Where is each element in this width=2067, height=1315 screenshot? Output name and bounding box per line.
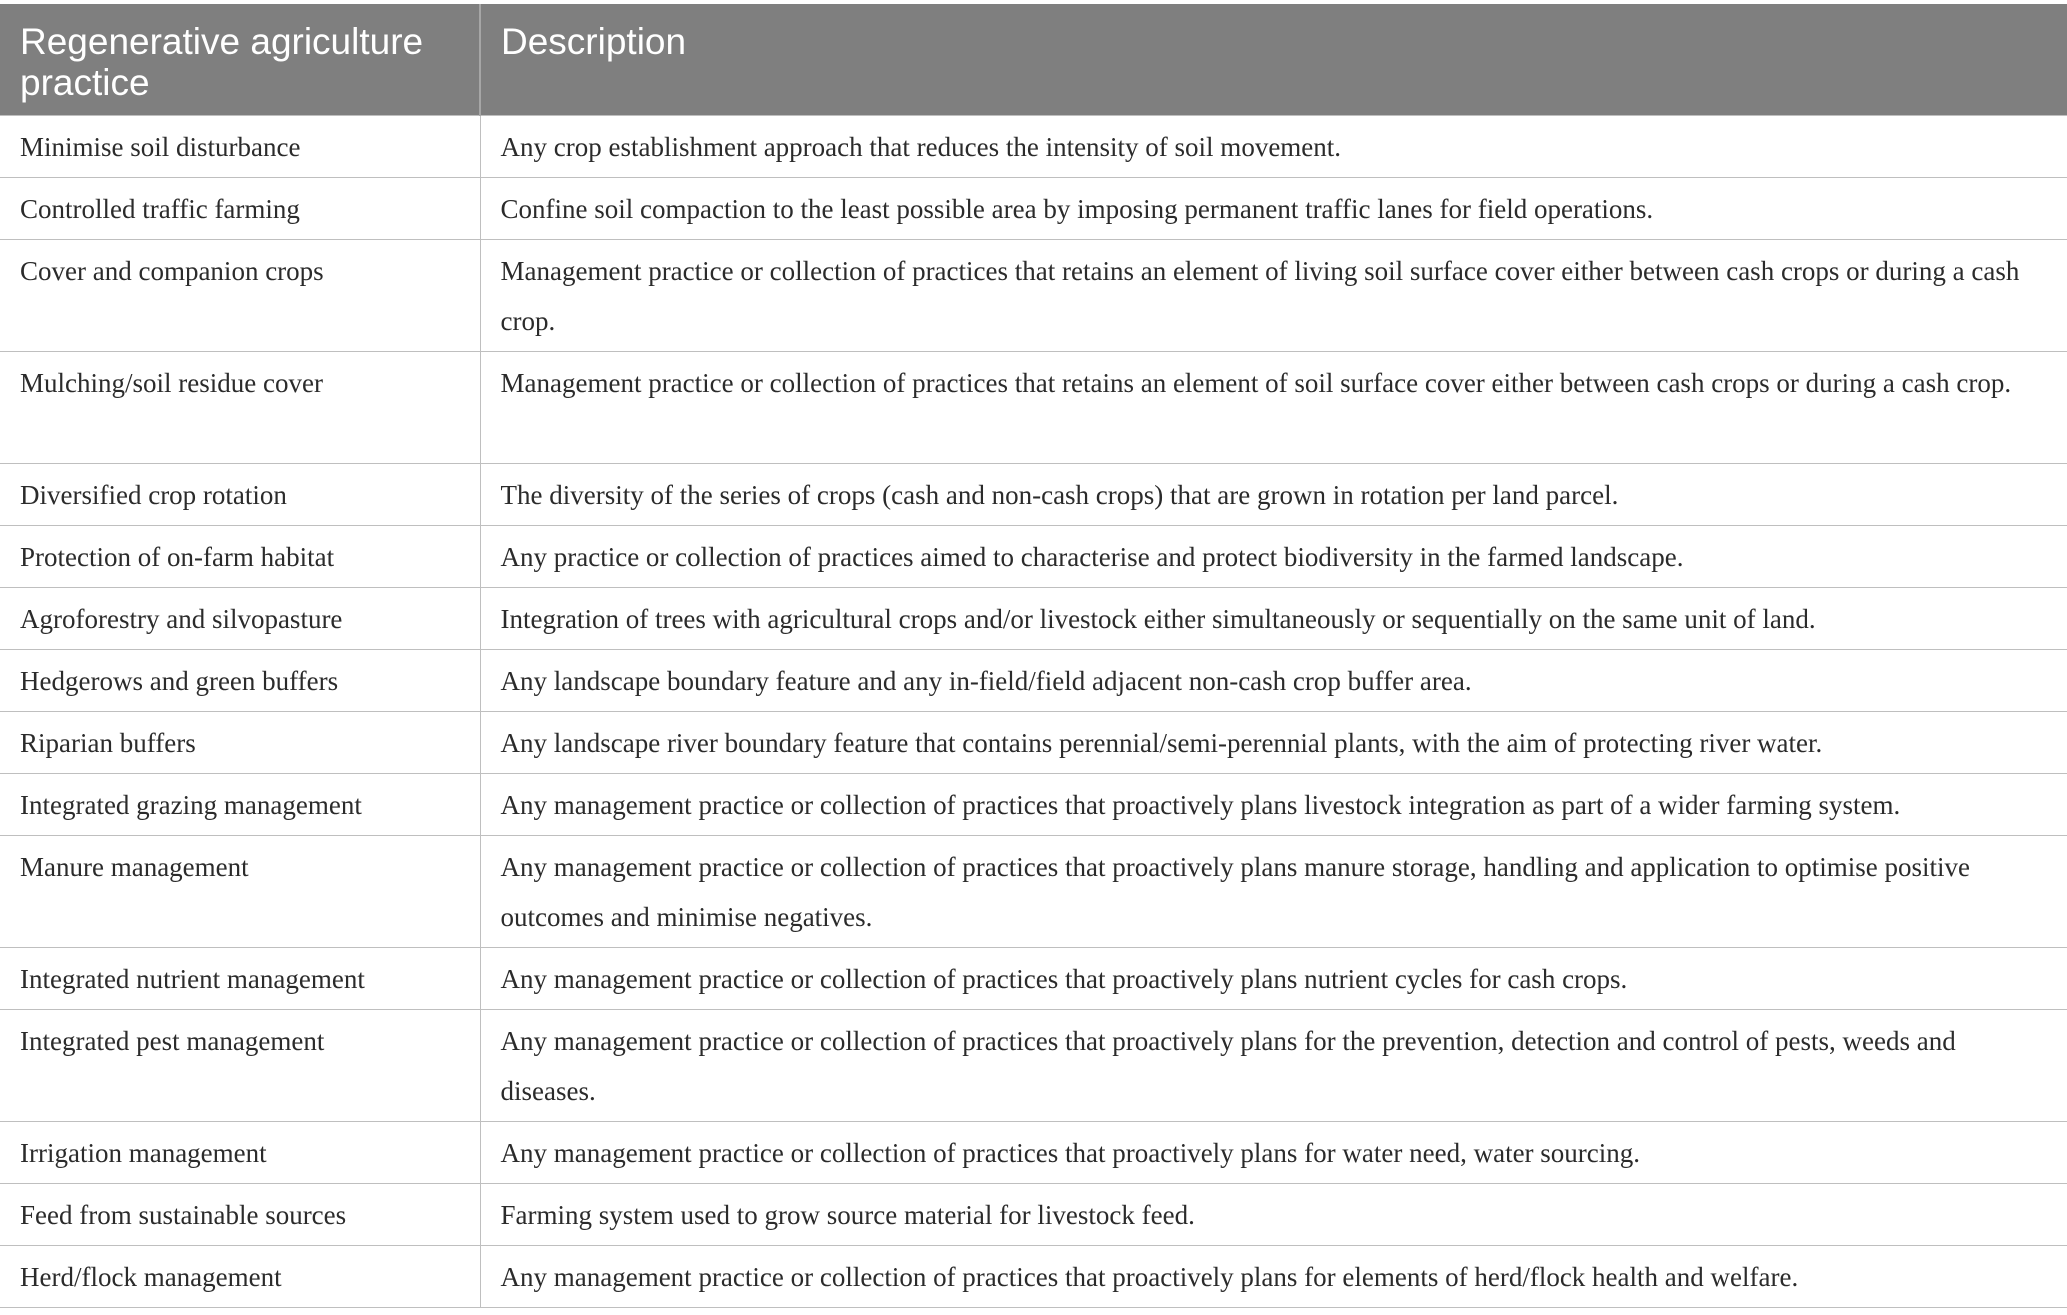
table-row (0, 526, 2067, 588)
table-row (0, 240, 2067, 352)
description-cell: Any management practice or collection of practices that proactively plans for the prevention, detection and control of pests, weeds and diseases. (480, 1010, 2067, 1122)
table-row (0, 774, 2067, 836)
table-row (0, 1122, 2067, 1184)
practice-cell: Controlled traffic farming (0, 178, 480, 240)
table-row (0, 1184, 2067, 1246)
description-cell: Any management practice or collection of practices that proactively plans livestock integration as part of a wider farming system. (480, 774, 2067, 836)
description-cell: Management practice or collection of practices that retains an element of living soil surface cover either between cash crops or during a cash crop. (480, 240, 2067, 352)
practice-cell: Minimise soil disturbance (0, 116, 480, 178)
practice-cell: Hedgerows and green buffers (0, 650, 480, 712)
table-row (0, 712, 2067, 774)
practice-cell: Mulching/soil residue cover (0, 352, 480, 464)
table-row (0, 588, 2067, 650)
description-cell: Any crop establishment approach that reduces the intensity of soil movement. (480, 116, 2067, 178)
description-cell: Any landscape boundary feature and any in-field/field adjacent non-cash crop buffer area. (480, 650, 2067, 712)
practice-cell: Feed from sustainable sources (0, 1184, 480, 1246)
description-cell: Management practice or collection of practices that retains an element of soil surface cover either between cash crops or during a cash crop. (480, 352, 2067, 464)
practice-cell: Agroforestry and silvopasture (0, 588, 480, 650)
column-header-practice: Regenerative agriculture practice (0, 4, 480, 116)
practice-cell: Integrated pest management (0, 1010, 480, 1122)
column-header-description: Description (480, 4, 2067, 116)
description-cell: Any management practice or collection of practices that proactively plans manure storage, handling and application to optimise positive outcomes and minimise negatives. (480, 836, 2067, 948)
practices-table-container (0, 4, 2067, 1308)
description-cell: Any management practice or collection of practices that proactively plans for elements of herd/flock health and welfare. (480, 1246, 2067, 1308)
table-row (0, 948, 2067, 1010)
practices-table (0, 4, 2067, 1308)
practice-cell: Protection of on-farm habitat (0, 526, 480, 588)
description-cell: Any landscape river boundary feature that contains perennial/semi-perennial plants, with the aim of protecting river water. (480, 712, 2067, 774)
table-row (0, 116, 2067, 178)
practice-cell: Riparian buffers (0, 712, 480, 774)
description-cell: The diversity of the series of crops (cash and non-cash crops) that are grown in rotation per land parcel. (480, 464, 2067, 526)
table-row (0, 352, 2067, 464)
practice-cell: Herd/flock management (0, 1246, 480, 1308)
table-row (0, 650, 2067, 712)
description-cell: Confine soil compaction to the least possible area by imposing permanent traffic lanes for field operations. (480, 178, 2067, 240)
table-row (0, 1246, 2067, 1308)
description-cell: Farming system used to grow source material for livestock feed. (480, 1184, 2067, 1246)
practice-cell: Diversified crop rotation (0, 464, 480, 526)
table-body (0, 116, 2067, 1308)
description-cell: Any practice or collection of practices aimed to characterise and protect biodiversity in the farmed landscape. (480, 526, 2067, 588)
practice-cell: Integrated grazing management (0, 774, 480, 836)
table-row (0, 1010, 2067, 1122)
table-row (0, 836, 2067, 948)
description-cell: Integration of trees with agricultural crops and/or livestock either simultaneously or sequentially on the same unit of land. (480, 588, 2067, 650)
practice-cell: Integrated nutrient management (0, 948, 480, 1010)
practice-cell: Irrigation management (0, 1122, 480, 1184)
table-row (0, 178, 2067, 240)
table-row (0, 464, 2067, 526)
header-row (0, 4, 2067, 116)
practice-cell: Cover and companion crops (0, 240, 480, 352)
description-cell: Any management practice or collection of practices that proactively plans for water need, water sourcing. (480, 1122, 2067, 1184)
practice-cell: Manure management (0, 836, 480, 948)
description-cell: Any management practice or collection of practices that proactively plans nutrient cycles for cash crops. (480, 948, 2067, 1010)
table-header (0, 4, 2067, 116)
